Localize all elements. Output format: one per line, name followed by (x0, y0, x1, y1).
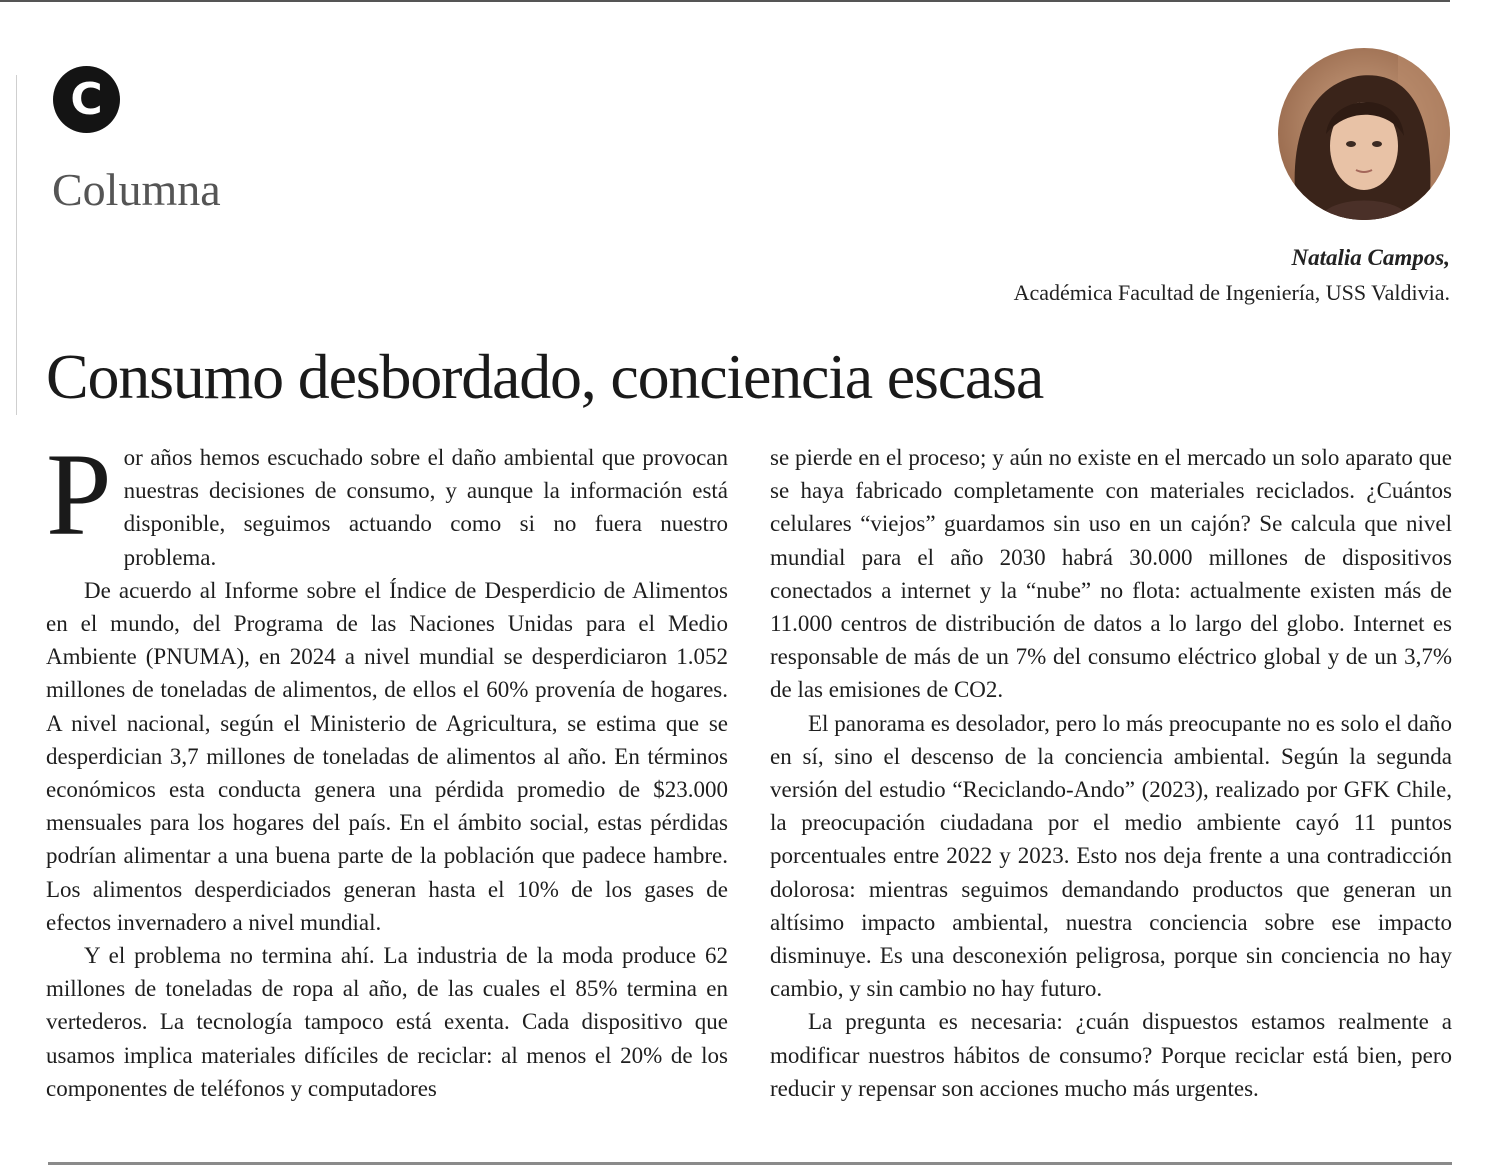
paragraph-text: or años hemos escuchado sobre el daño ambiental que provocan nuestras decisiones de consumo, y aunque la información está disponible, seguimos actuando como si no fuera nuestro problema. (123, 445, 728, 570)
author-role: Académica Facultad de Ingeniería, USS Valdivia. (1013, 280, 1450, 305)
left-margin-rule (16, 75, 17, 415)
author-portrait-image (1278, 48, 1450, 220)
section-label: Columna (52, 164, 221, 215)
author-byline (1014, 240, 1450, 310)
article-headline: Consumo desbordado, conciencia escasa (46, 341, 1044, 412)
drop-cap: P (46, 429, 112, 560)
article-paragraph: De acuerdo al Informe sobre el Índice de Desperdicio de Alimentos en el mundo, del Programa de las Naciones Unidas para el Medio Ambiente (PNUMA), en 2024 a nivel mundial se desperdiciaron 1.052 millones de toneladas de alimentos, de ellos el 60% provenía de hogares. A nivel nacional, según el Ministerio de Agricultura, se estima que se desperdician 3,7 millones de toneladas de alimentos al año. En términos económicos esta conducta genera una pérdida promedio de $23.000 mensuales para los hogares del país. En el ámbito social, estas pérdidas podrían alimentar a una buena parte de la población que padece hambre. Los alimentos desperdiciados generan hasta el 10% de los gases de efectos invernadero a nivel mundial. (46, 577, 728, 935)
article-paragraph (46, 429, 728, 574)
article-paragraph: La pregunta es necesaria: ¿cuán dispuestos estamos realmente a modificar nuestros hábitos de consumo? Porque reciclar está bien, pero reducir y repensar son acciones mucho más urgentes. (770, 1009, 1452, 1101)
article-column-left (46, 429, 728, 1105)
top-rule (0, 0, 1450, 2)
author-name: Natalia Campos, (1291, 245, 1450, 270)
article-paragraph: Y el problema no termina ahí. La industria de la moda produce 62 millones de toneladas de ropa al año, de las cuales el 85% termina en vertederos. La tecnología tampoco está exenta. Cada dispositivo que usamos implica materiales difíciles de reciclar: al menos el 20% de los componentes de teléfonos y computadores (46, 943, 728, 1101)
article-paragraph: El panorama es desolador, pero lo más preocupante no es solo el daño en sí, sino el descenso de la conciencia ambiental. Según la segunda versión del estudio “Reciclando-Ando” (2023), realizado por GFK Chile, la preocupación ciudadana por el medio ambiente cayó 11 puntos porcentuales entre 2022 y 2023. Esto nos deja frente a una contradicción dolorosa: mientras seguimos demandando productos que generan un altísimo impacto ambiental, nuestra conciencia sobre ese impacto disminuye. Es una desconexión peligrosa, porque sin conciencia no hay cambio, y sin cambio no hay futuro. (770, 710, 1452, 1002)
article-column-right (770, 441, 1452, 1105)
column-logo-badge: C (53, 66, 120, 133)
author-photo (1278, 48, 1450, 220)
article-paragraph-continued: se pierde en el proceso; y aún no existe en el mercado un solo aparato que se haya fabricado completamente con materiales reciclados. ¿Cuántos celulares “viejos” guardamos sin uso en un cajón? Se calcula que nivel mundial para el año 2030 habrá 30.000 millones de dispositivos conectados a internet y la “nube” no flota: actualmente existen más de 11.000 centros de distribución de datos a lo largo del globo. Internet es responsable de más de un 7% del consumo eléctrico global y de un 3,7% de las emisiones de CO2. (770, 445, 1452, 703)
bottom-rule (48, 1162, 1452, 1165)
